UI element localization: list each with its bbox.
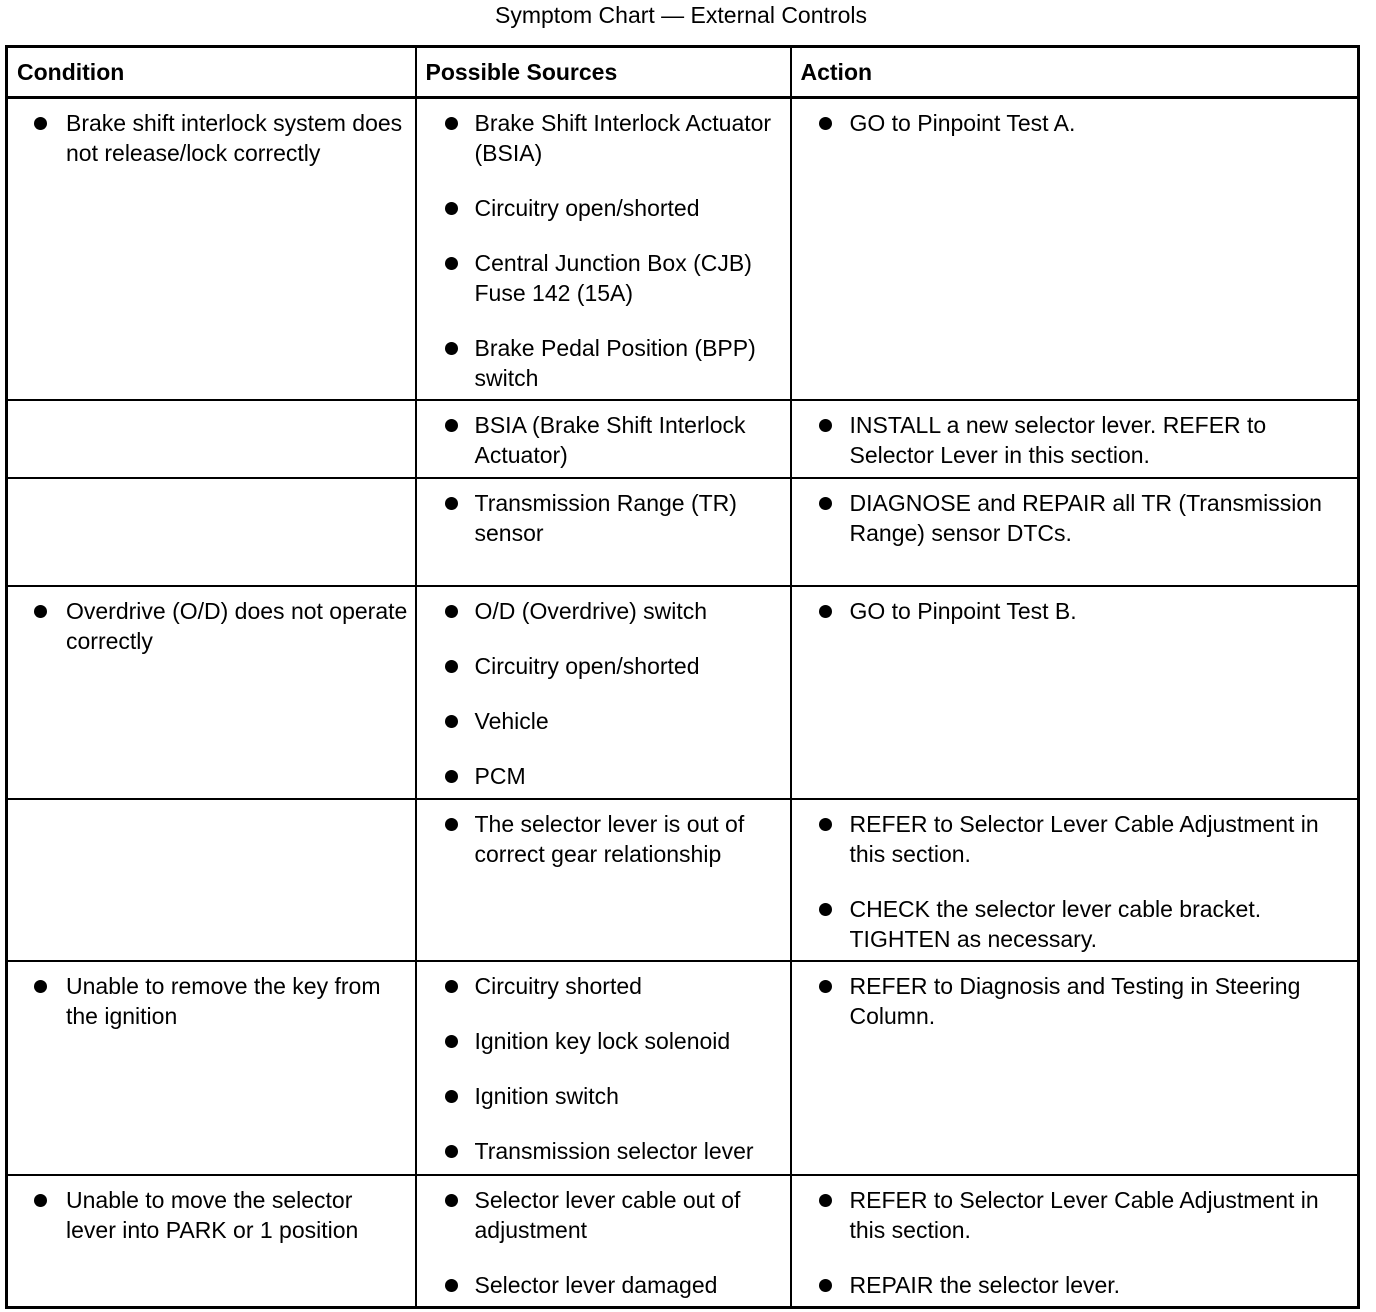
source-text: O/D (Overdrive) switch [474, 597, 708, 624]
list-item [792, 108, 1358, 138]
list-item [417, 761, 790, 791]
bullet-icon [445, 419, 458, 432]
table-row [7, 586, 1359, 799]
list-item [417, 596, 790, 626]
source-text: Brake Shift Interlock Actuator (BSIA) [474, 110, 772, 166]
bullet-icon [445, 1035, 458, 1048]
list-item [417, 248, 790, 308]
bullet-icon [445, 1279, 458, 1292]
list-item [792, 1185, 1358, 1245]
bullet-icon [445, 770, 458, 783]
table-row [7, 400, 1359, 478]
list-item [792, 894, 1358, 954]
sources-cell [416, 400, 791, 478]
action-text: REFER to Selector Lever Cable Adjustment in this section. [849, 1186, 1319, 1243]
source-text: Transmission selector lever [474, 1137, 754, 1164]
action-cell [791, 98, 1359, 400]
bullet-icon [445, 202, 458, 215]
list-item [417, 1081, 790, 1111]
table-row [7, 478, 1359, 586]
source-text: Circuitry open/shorted [474, 652, 700, 679]
list-item [417, 108, 790, 168]
page-title: Symptom Chart — External Controls [495, 2, 867, 28]
source-text: The selector lever is out of correct gear relationship [474, 810, 745, 867]
bullet-icon [819, 1194, 832, 1207]
bullet-icon [445, 605, 458, 618]
bullet-icon [819, 117, 832, 130]
list-item [417, 333, 790, 393]
source-text: Central Junction Box (CJB) Fuse 142 (15A) [474, 250, 752, 306]
condition-text: Unable to remove the key from the ignition [66, 972, 381, 1029]
header-condition: Condition [7, 47, 416, 98]
condition-cell [7, 799, 416, 961]
bullet-icon [819, 1279, 832, 1292]
bullet-icon [34, 117, 47, 130]
bullet-icon [445, 257, 458, 270]
header-action: Action [791, 47, 1359, 98]
action-text: GO to Pinpoint Test B. [849, 597, 1077, 624]
list-item [417, 1270, 790, 1300]
action-text: DIAGNOSE and REPAIR all TR (Transmission Range) sensor DTCs. [849, 489, 1322, 546]
list-item [792, 410, 1358, 470]
condition-cell [7, 400, 416, 478]
source-text: Circuitry open/shorted [474, 195, 700, 221]
bullet-icon [819, 497, 832, 510]
condition-text: Brake shift interlock system does not release/lock correctly [66, 110, 403, 166]
table-row [7, 961, 1359, 1175]
table-row [7, 799, 1359, 961]
list-item [792, 1270, 1358, 1300]
sources-cell [416, 799, 791, 961]
action-text: REPAIR the selector lever. [849, 1271, 1121, 1298]
sources-cell [416, 1175, 791, 1308]
action-cell [791, 1175, 1359, 1308]
list-item [8, 971, 415, 1031]
source-text: Vehicle [474, 707, 549, 734]
list-item [417, 809, 790, 869]
action-text: GO to Pinpoint Test A. [849, 110, 1076, 136]
list-item [417, 488, 790, 548]
condition-cell [7, 586, 416, 799]
action-cell [791, 586, 1359, 799]
list-item [792, 596, 1358, 626]
sources-cell [416, 961, 791, 1175]
sources-cell [416, 586, 791, 799]
bullet-icon [445, 980, 458, 993]
bullet-icon [445, 1145, 458, 1158]
bullet-icon [819, 818, 832, 831]
source-text: Transmission Range (TR) sensor [474, 489, 737, 546]
list-item [8, 1185, 415, 1245]
condition-text: Unable to move the selector lever into PARK or 1 position [66, 1186, 359, 1243]
list-item [417, 1026, 790, 1056]
action-text: REFER to Selector Lever Cable Adjustment in this section. [849, 810, 1319, 867]
sources-cell [416, 478, 791, 586]
list-item [417, 706, 790, 736]
source-text: Selector lever cable out of adjustment [474, 1186, 741, 1243]
header-possible-sources: Possible Sources [416, 47, 791, 98]
list-item [792, 488, 1358, 548]
bullet-icon [445, 715, 458, 728]
table-header-row [7, 47, 1359, 98]
source-text: Selector lever damaged [474, 1271, 718, 1298]
source-text: Ignition switch [474, 1082, 619, 1109]
list-item [417, 1185, 790, 1245]
symptom-chart-table [5, 45, 1360, 1309]
list-item [8, 596, 415, 656]
bullet-icon [819, 605, 832, 618]
condition-cell [7, 961, 416, 1175]
list-item [417, 193, 790, 223]
list-item [417, 651, 790, 681]
list-item [417, 1136, 790, 1166]
table-row [7, 98, 1359, 400]
source-text: PCM [474, 762, 526, 789]
condition-cell [7, 1175, 416, 1308]
bullet-icon [819, 903, 832, 916]
source-text: Brake Pedal Position (BPP) switch [474, 335, 756, 391]
bullet-icon [819, 419, 832, 432]
bullet-icon [445, 818, 458, 831]
list-item [417, 971, 790, 1001]
bullet-icon [34, 1194, 47, 1207]
list-item [8, 108, 415, 168]
condition-text: Overdrive (O/D) does not operate correctly [66, 597, 408, 654]
bullet-icon [445, 1194, 458, 1207]
list-item [417, 410, 790, 470]
bullet-icon [445, 660, 458, 673]
bullet-icon [819, 980, 832, 993]
list-item [792, 971, 1358, 1031]
sources-cell [416, 98, 791, 400]
action-cell [791, 799, 1359, 961]
list-item [792, 809, 1358, 869]
bullet-icon [445, 1090, 458, 1103]
bullet-icon [445, 342, 458, 355]
bullet-icon [445, 497, 458, 510]
bullet-icon [445, 117, 458, 130]
action-text: CHECK the selector lever cable bracket. TIGHTEN as necessary. [849, 895, 1262, 952]
source-text: Circuitry shorted [474, 972, 642, 999]
action-cell [791, 478, 1359, 586]
table-row [7, 1175, 1359, 1308]
bullet-icon [34, 605, 47, 618]
action-text: REFER to Diagnosis and Testing in Steering Column. [849, 972, 1301, 1029]
action-cell [791, 961, 1359, 1175]
source-text: BSIA (Brake Shift Interlock Actuator) [474, 411, 746, 468]
bullet-icon [34, 980, 47, 993]
action-text: INSTALL a new selector lever. REFER to Selector Lever in this section. [849, 411, 1267, 468]
condition-cell [7, 98, 416, 400]
source-text: Ignition key lock solenoid [474, 1027, 731, 1054]
condition-cell [7, 478, 416, 586]
action-cell [791, 400, 1359, 478]
